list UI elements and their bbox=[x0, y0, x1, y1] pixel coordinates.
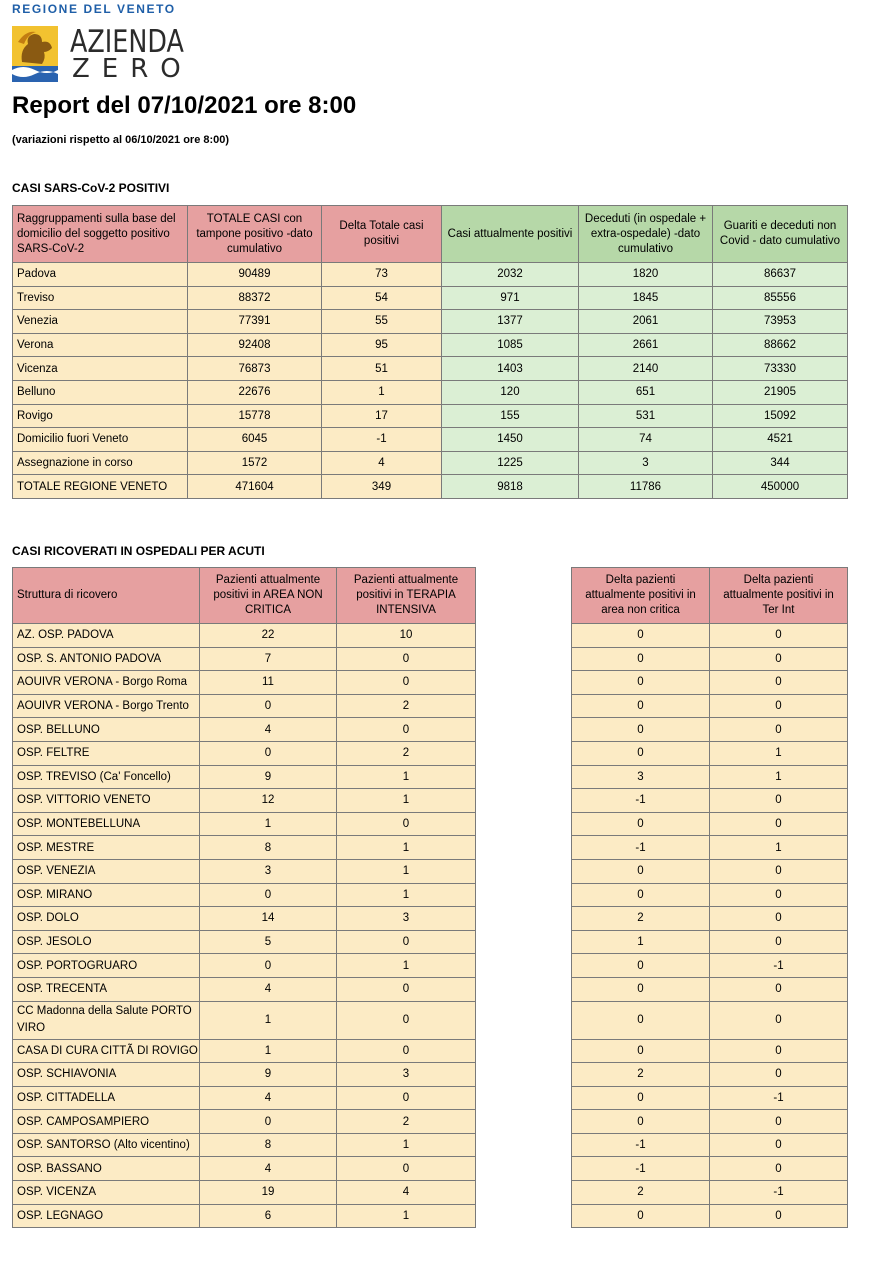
table-row bbox=[13, 428, 848, 452]
cell-terapia-intensiva: 4 bbox=[337, 1181, 476, 1205]
cell-totale-casi: 1572 bbox=[188, 451, 322, 475]
cell-delta-area-non-critica: -1 bbox=[572, 836, 710, 860]
cell-delta-ter-int: 0 bbox=[710, 907, 848, 931]
cell-delta-area-non-critica: 0 bbox=[572, 718, 710, 742]
cell-terapia-intensiva: 1 bbox=[337, 1133, 476, 1157]
cell-delta-totale: 17 bbox=[322, 404, 442, 428]
cell-terapia-intensiva: 2 bbox=[337, 741, 476, 765]
cell-delta-area-non-critica: -1 bbox=[572, 1157, 710, 1181]
table-row bbox=[572, 718, 848, 742]
cell-delta-area-non-critica: 0 bbox=[572, 954, 710, 978]
cell-struttura: AOUIVR VERONA - Borgo Trento bbox=[13, 694, 200, 718]
cell-delta-ter-int: 0 bbox=[710, 1039, 848, 1063]
cell-delta-area-non-critica: 0 bbox=[572, 883, 710, 907]
table-row bbox=[572, 1157, 848, 1181]
table-row bbox=[572, 1204, 848, 1228]
table-row bbox=[13, 859, 476, 883]
cell-delta-ter-int: -1 bbox=[710, 1181, 848, 1205]
table-row bbox=[13, 1133, 476, 1157]
cell-attualmente-positivi: 2032 bbox=[442, 263, 579, 287]
table-row bbox=[13, 812, 476, 836]
cell-struttura: OSP. SCHIAVONIA bbox=[13, 1063, 200, 1087]
table-row bbox=[572, 1110, 848, 1134]
cell-struttura: OSP. BELLUNO bbox=[13, 718, 200, 742]
table-row bbox=[13, 789, 476, 813]
cell-terapia-intensiva: 3 bbox=[337, 907, 476, 931]
cell-raggruppamento: Verona bbox=[13, 333, 188, 357]
table-row bbox=[13, 310, 848, 334]
table-row bbox=[13, 1039, 476, 1063]
logo-region-text: REGIONE DEL VENETO bbox=[12, 2, 176, 16]
cell-delta-ter-int: 0 bbox=[710, 1110, 848, 1134]
cell-terapia-intensiva: 2 bbox=[337, 1110, 476, 1134]
table-row bbox=[13, 357, 848, 381]
lion-emblem-icon bbox=[12, 26, 58, 82]
cell-area-non-critica: 0 bbox=[200, 954, 337, 978]
table-row bbox=[13, 647, 476, 671]
cell-delta-area-non-critica: 2 bbox=[572, 1181, 710, 1205]
cell-totale-casi: 88372 bbox=[188, 286, 322, 310]
cell-delta-ter-int: 0 bbox=[710, 1133, 848, 1157]
cell-delta-area-non-critica: 0 bbox=[572, 741, 710, 765]
cell-terapia-intensiva: 1 bbox=[337, 1204, 476, 1228]
cell-delta-area-non-critica: 0 bbox=[572, 1001, 710, 1039]
table-row bbox=[13, 1086, 476, 1110]
cell-delta-area-non-critica: 0 bbox=[572, 671, 710, 695]
cell-delta-ter-int: 0 bbox=[710, 718, 848, 742]
cell-area-non-critica: 1 bbox=[200, 1001, 337, 1039]
cell-delta-ter-int: 0 bbox=[710, 1001, 848, 1039]
table-row bbox=[572, 789, 848, 813]
cell-struttura: OSP. MESTRE bbox=[13, 836, 200, 860]
cell-delta-ter-int: 0 bbox=[710, 930, 848, 954]
cell-terapia-intensiva: 1 bbox=[337, 954, 476, 978]
cell-delta-area-non-critica: -1 bbox=[572, 1133, 710, 1157]
page-subtitle: (variazioni rispetto al 06/10/2021 ore 8:00) bbox=[12, 134, 230, 146]
cell-struttura: OSP. CITTADELLA bbox=[13, 1086, 200, 1110]
table-row bbox=[572, 1181, 848, 1205]
cell-delta-totale: 95 bbox=[322, 333, 442, 357]
cell-area-non-critica: 19 bbox=[200, 1181, 337, 1205]
table-row bbox=[13, 1157, 476, 1181]
table-row bbox=[13, 765, 476, 789]
table-row bbox=[572, 1133, 848, 1157]
cell-area-non-critica: 0 bbox=[200, 1110, 337, 1134]
cell-struttura: OSP. BASSANO bbox=[13, 1157, 200, 1181]
page-title: Report del 07/10/2021 ore 8:00 bbox=[12, 92, 357, 119]
table-row bbox=[572, 1063, 848, 1087]
cell-delta-totale: 51 bbox=[322, 357, 442, 381]
cell-struttura: OSP. S. ANTONIO PADOVA bbox=[13, 647, 200, 671]
table-row bbox=[572, 883, 848, 907]
cell-terapia-intensiva: 0 bbox=[337, 671, 476, 695]
cell-terapia-intensiva: 0 bbox=[337, 1039, 476, 1063]
cell-struttura: OSP. MONTEBELLUNA bbox=[13, 812, 200, 836]
table-row bbox=[13, 694, 476, 718]
cell-delta-ter-int: 1 bbox=[710, 765, 848, 789]
cell-delta-area-non-critica: 0 bbox=[572, 1039, 710, 1063]
table-row bbox=[572, 671, 848, 695]
header-totale-casi: TOTALE CASI con tampone positivo -dato cumulativo bbox=[188, 206, 322, 263]
cell-delta-area-non-critica: 0 bbox=[572, 624, 710, 648]
table-row bbox=[572, 1001, 848, 1039]
cell-totale-casi: 77391 bbox=[188, 310, 322, 334]
cell-struttura: OSP. TRECENTA bbox=[13, 977, 200, 1001]
header-delta-totale: Delta Totale casi positivi bbox=[322, 206, 442, 263]
cell-delta-totale: 55 bbox=[322, 310, 442, 334]
cell-struttura: OSP. VICENZA bbox=[13, 1181, 200, 1205]
table-row bbox=[13, 954, 476, 978]
cell-raggruppamento: Belluno bbox=[13, 380, 188, 404]
cell-area-non-critica: 1 bbox=[200, 1039, 337, 1063]
cell-attualmente-positivi: 1377 bbox=[442, 310, 579, 334]
cell-area-non-critica: 3 bbox=[200, 859, 337, 883]
cell-delta-totale: 349 bbox=[322, 475, 442, 499]
table-row bbox=[13, 286, 848, 310]
table-row bbox=[572, 859, 848, 883]
cell-raggruppamento: Domicilio fuori Veneto bbox=[13, 428, 188, 452]
cell-delta-ter-int: 0 bbox=[710, 1063, 848, 1087]
cell-guariti: 85556 bbox=[713, 286, 848, 310]
cell-terapia-intensiva: 1 bbox=[337, 789, 476, 813]
cell-totale-casi: 76873 bbox=[188, 357, 322, 381]
table-row bbox=[572, 1086, 848, 1110]
cell-guariti: 15092 bbox=[713, 404, 848, 428]
cell-delta-area-non-critica: 0 bbox=[572, 859, 710, 883]
cell-area-non-critica: 0 bbox=[200, 694, 337, 718]
header-struttura: Struttura di ricovero bbox=[13, 568, 200, 624]
cell-attualmente-positivi: 120 bbox=[442, 380, 579, 404]
table-row bbox=[13, 1001, 476, 1039]
cell-terapia-intensiva: 3 bbox=[337, 1063, 476, 1087]
cell-area-non-critica: 22 bbox=[200, 624, 337, 648]
cell-raggruppamento: Venezia bbox=[13, 310, 188, 334]
table-row bbox=[13, 1063, 476, 1087]
cell-area-non-critica: 8 bbox=[200, 836, 337, 860]
cell-delta-ter-int: 1 bbox=[710, 836, 848, 860]
cell-area-non-critica: 4 bbox=[200, 718, 337, 742]
cell-totale-casi: 22676 bbox=[188, 380, 322, 404]
cell-area-non-critica: 0 bbox=[200, 741, 337, 765]
header-guariti: Guariti e deceduti non Covid - dato cumulativo bbox=[713, 206, 848, 263]
ricoverati-header-row bbox=[13, 568, 476, 624]
cell-raggruppamento: Treviso bbox=[13, 286, 188, 310]
cell-guariti: 73953 bbox=[713, 310, 848, 334]
cell-struttura: CASA DI CURA CITTÃ DI ROVIGO bbox=[13, 1039, 200, 1063]
cell-area-non-critica: 9 bbox=[200, 765, 337, 789]
cell-deceduti: 1845 bbox=[579, 286, 713, 310]
positivi-table bbox=[12, 205, 848, 499]
table-row bbox=[572, 907, 848, 931]
table-row bbox=[13, 451, 848, 475]
cell-delta-totale: 73 bbox=[322, 263, 442, 287]
header-raggruppamenti: Raggruppamenti sulla base del domicilio del soggetto positivo SARS-CoV-2 bbox=[13, 206, 188, 263]
cell-attualmente-positivi: 1450 bbox=[442, 428, 579, 452]
cell-delta-ter-int: 0 bbox=[710, 694, 848, 718]
header-attualmente-positivi: Casi attualmente positivi bbox=[442, 206, 579, 263]
cell-terapia-intensiva: 0 bbox=[337, 1157, 476, 1181]
ricoverati-table bbox=[12, 567, 476, 1228]
cell-delta-area-non-critica: 0 bbox=[572, 647, 710, 671]
cell-delta-area-non-critica: 1 bbox=[572, 930, 710, 954]
cell-delta-area-non-critica: 0 bbox=[572, 694, 710, 718]
table-row bbox=[13, 263, 848, 287]
cell-delta-area-non-critica: 0 bbox=[572, 1110, 710, 1134]
cell-deceduti: 1820 bbox=[579, 263, 713, 287]
cell-terapia-intensiva: 1 bbox=[337, 765, 476, 789]
table-row bbox=[572, 836, 848, 860]
cell-delta-totale: 1 bbox=[322, 380, 442, 404]
cell-delta-ter-int: -1 bbox=[710, 1086, 848, 1110]
cell-delta-ter-int: 0 bbox=[710, 624, 848, 648]
cell-terapia-intensiva: 1 bbox=[337, 836, 476, 860]
cell-struttura: OSP. VENEZIA bbox=[13, 859, 200, 883]
cell-terapia-intensiva: 0 bbox=[337, 718, 476, 742]
cell-delta-area-non-critica: 0 bbox=[572, 812, 710, 836]
ricoverati-section-title: CASI RICOVERATI IN OSPEDALI PER ACUTI bbox=[12, 544, 265, 558]
cell-struttura: OSP. VITTORIO VENETO bbox=[13, 789, 200, 813]
delta-ricoverati-table bbox=[571, 567, 848, 1228]
cell-delta-area-non-critica: 0 bbox=[572, 1086, 710, 1110]
cell-struttura: OSP. DOLO bbox=[13, 907, 200, 931]
table-row bbox=[572, 930, 848, 954]
table-row bbox=[13, 475, 848, 499]
cell-struttura: OSP. JESOLO bbox=[13, 930, 200, 954]
positivi-header-row bbox=[13, 206, 848, 263]
cell-guariti: 4521 bbox=[713, 428, 848, 452]
positivi-section-title: CASI SARS-CoV-2 POSITIVI bbox=[12, 181, 170, 195]
cell-delta-area-non-critica: 0 bbox=[572, 977, 710, 1001]
table-row bbox=[13, 930, 476, 954]
cell-totale-casi: 90489 bbox=[188, 263, 322, 287]
cell-deceduti: 74 bbox=[579, 428, 713, 452]
table-row bbox=[13, 333, 848, 357]
cell-area-non-critica: 4 bbox=[200, 977, 337, 1001]
header-delta-area-non-critica: Delta pazienti attualmente positivi in area non critica bbox=[572, 568, 710, 624]
cell-deceduti: 3 bbox=[579, 451, 713, 475]
cell-area-non-critica: 8 bbox=[200, 1133, 337, 1157]
cell-area-non-critica: 1 bbox=[200, 812, 337, 836]
cell-deceduti: 531 bbox=[579, 404, 713, 428]
table-row bbox=[13, 1110, 476, 1134]
cell-delta-ter-int: 0 bbox=[710, 1157, 848, 1181]
cell-area-non-critica: 11 bbox=[200, 671, 337, 695]
delta-header-row bbox=[572, 568, 848, 624]
table-row bbox=[572, 741, 848, 765]
cell-guariti: 344 bbox=[713, 451, 848, 475]
cell-delta-ter-int: 0 bbox=[710, 671, 848, 695]
cell-terapia-intensiva: 1 bbox=[337, 883, 476, 907]
table-row bbox=[572, 694, 848, 718]
cell-delta-ter-int: 0 bbox=[710, 1204, 848, 1228]
cell-delta-area-non-critica: 2 bbox=[572, 907, 710, 931]
cell-struttura: OSP. TREVISO (Ca' Foncello) bbox=[13, 765, 200, 789]
cell-guariti: 86637 bbox=[713, 263, 848, 287]
cell-deceduti: 2661 bbox=[579, 333, 713, 357]
cell-delta-ter-int: 1 bbox=[710, 741, 848, 765]
cell-attualmente-positivi: 155 bbox=[442, 404, 579, 428]
cell-struttura: AOUIVR VERONA - Borgo Roma bbox=[13, 671, 200, 695]
cell-terapia-intensiva: 0 bbox=[337, 647, 476, 671]
cell-terapia-intensiva: 0 bbox=[337, 930, 476, 954]
cell-attualmente-positivi: 971 bbox=[442, 286, 579, 310]
cell-area-non-critica: 4 bbox=[200, 1157, 337, 1181]
table-row bbox=[13, 883, 476, 907]
cell-delta-totale: 4 bbox=[322, 451, 442, 475]
table-row bbox=[13, 380, 848, 404]
azienda-zero-logo bbox=[12, 2, 193, 86]
table-row bbox=[572, 954, 848, 978]
table-row bbox=[13, 1181, 476, 1205]
cell-raggruppamento: Vicenza bbox=[13, 357, 188, 381]
cell-area-non-critica: 6 bbox=[200, 1204, 337, 1228]
cell-area-non-critica: 12 bbox=[200, 789, 337, 813]
cell-struttura: CC Madonna della Salute PORTO VIRO bbox=[13, 1001, 200, 1039]
cell-delta-area-non-critica: -1 bbox=[572, 789, 710, 813]
cell-terapia-intensiva: 10 bbox=[337, 624, 476, 648]
cell-delta-ter-int: 0 bbox=[710, 647, 848, 671]
header-deceduti: Deceduti (in ospedale + extra-ospedale) -dato cumulativo bbox=[579, 206, 713, 263]
table-row bbox=[572, 977, 848, 1001]
cell-struttura: AZ. OSP. PADOVA bbox=[13, 624, 200, 648]
cell-terapia-intensiva: 0 bbox=[337, 1001, 476, 1039]
cell-area-non-critica: 0 bbox=[200, 883, 337, 907]
cell-attualmente-positivi: 1085 bbox=[442, 333, 579, 357]
table-row bbox=[13, 741, 476, 765]
table-row bbox=[13, 404, 848, 428]
cell-delta-totale: 54 bbox=[322, 286, 442, 310]
table-row bbox=[572, 812, 848, 836]
cell-totale-casi: 6045 bbox=[188, 428, 322, 452]
cell-delta-area-non-critica: 2 bbox=[572, 1063, 710, 1087]
cell-area-non-critica: 5 bbox=[200, 930, 337, 954]
table-row bbox=[13, 718, 476, 742]
cell-guariti: 88662 bbox=[713, 333, 848, 357]
cell-deceduti: 2061 bbox=[579, 310, 713, 334]
cell-terapia-intensiva: 2 bbox=[337, 694, 476, 718]
cell-delta-ter-int: -1 bbox=[710, 954, 848, 978]
cell-totale-casi: 471604 bbox=[188, 475, 322, 499]
logo-word-zero: ZERO bbox=[72, 54, 193, 84]
cell-guariti: 450000 bbox=[713, 475, 848, 499]
cell-terapia-intensiva: 0 bbox=[337, 1086, 476, 1110]
cell-raggruppamento: TOTALE REGIONE VENETO bbox=[13, 475, 188, 499]
table-row bbox=[572, 1039, 848, 1063]
cell-totale-casi: 15778 bbox=[188, 404, 322, 428]
cell-deceduti: 11786 bbox=[579, 475, 713, 499]
cell-terapia-intensiva: 0 bbox=[337, 977, 476, 1001]
cell-struttura: OSP. MIRANO bbox=[13, 883, 200, 907]
cell-attualmente-positivi: 1403 bbox=[442, 357, 579, 381]
cell-totale-casi: 92408 bbox=[188, 333, 322, 357]
table-row bbox=[13, 624, 476, 648]
cell-attualmente-positivi: 1225 bbox=[442, 451, 579, 475]
cell-delta-ter-int: 0 bbox=[710, 859, 848, 883]
cell-deceduti: 651 bbox=[579, 380, 713, 404]
cell-raggruppamento: Padova bbox=[13, 263, 188, 287]
cell-area-non-critica: 9 bbox=[200, 1063, 337, 1087]
header-area-non-critica: Pazienti attualmente positivi in AREA NON CRITICA bbox=[200, 568, 337, 624]
cell-guariti: 21905 bbox=[713, 380, 848, 404]
cell-area-non-critica: 14 bbox=[200, 907, 337, 931]
table-row bbox=[13, 836, 476, 860]
table-row bbox=[13, 907, 476, 931]
cell-struttura: OSP. PORTOGRUARO bbox=[13, 954, 200, 978]
logo-word-azienda: AZIENDA bbox=[70, 24, 184, 60]
cell-raggruppamento: Assegnazione in corso bbox=[13, 451, 188, 475]
header-delta-ter-int: Delta pazienti attualmente positivi in Ter Int bbox=[710, 568, 848, 624]
table-row bbox=[572, 624, 848, 648]
cell-terapia-intensiva: 0 bbox=[337, 812, 476, 836]
cell-delta-ter-int: 0 bbox=[710, 789, 848, 813]
cell-delta-area-non-critica: 0 bbox=[572, 1204, 710, 1228]
cell-area-non-critica: 4 bbox=[200, 1086, 337, 1110]
cell-attualmente-positivi: 9818 bbox=[442, 475, 579, 499]
cell-delta-ter-int: 0 bbox=[710, 812, 848, 836]
cell-struttura: OSP. CAMPOSAMPIERO bbox=[13, 1110, 200, 1134]
cell-struttura: OSP. SANTORSO (Alto vicentino) bbox=[13, 1133, 200, 1157]
cell-delta-ter-int: 0 bbox=[710, 977, 848, 1001]
cell-area-non-critica: 7 bbox=[200, 647, 337, 671]
header-terapia-intensiva: Pazienti attualmente positivi in TERAPIA INTENSIVA bbox=[337, 568, 476, 624]
table-row bbox=[13, 1204, 476, 1228]
table-row bbox=[13, 977, 476, 1001]
table-row bbox=[572, 765, 848, 789]
cell-delta-totale: -1 bbox=[322, 428, 442, 452]
cell-terapia-intensiva: 1 bbox=[337, 859, 476, 883]
cell-deceduti: 2140 bbox=[579, 357, 713, 381]
cell-guariti: 73330 bbox=[713, 357, 848, 381]
table-row bbox=[13, 671, 476, 695]
cell-delta-area-non-critica: 3 bbox=[572, 765, 710, 789]
cell-struttura: OSP. LEGNAGO bbox=[13, 1204, 200, 1228]
table-row bbox=[572, 647, 848, 671]
cell-struttura: OSP. FELTRE bbox=[13, 741, 200, 765]
cell-raggruppamento: Rovigo bbox=[13, 404, 188, 428]
cell-delta-ter-int: 0 bbox=[710, 883, 848, 907]
